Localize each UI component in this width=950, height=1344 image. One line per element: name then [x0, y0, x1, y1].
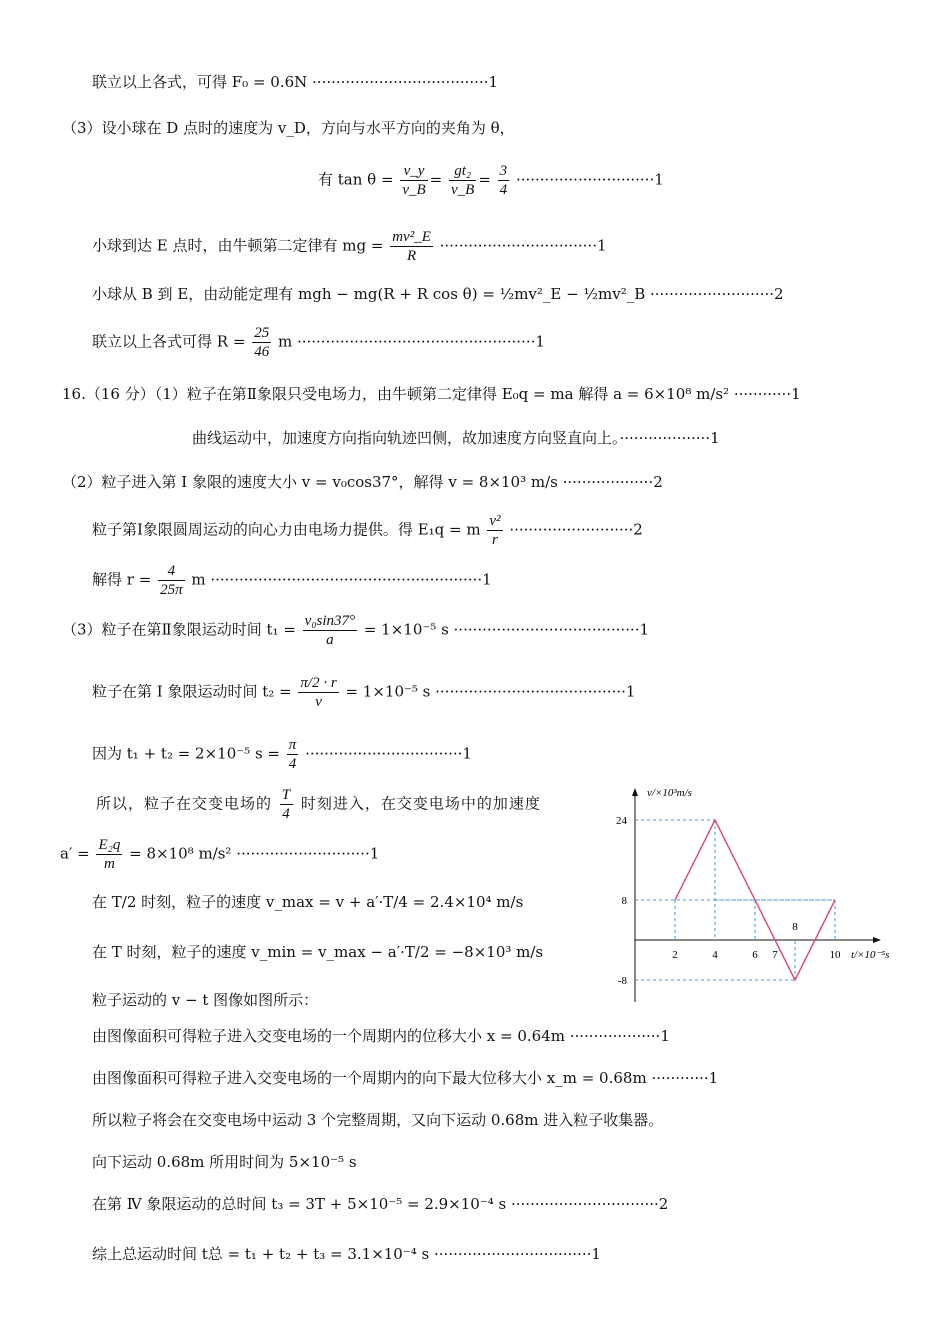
y-tick-1: 8	[621, 895, 627, 907]
line-16: a′ = $\frac{\text{E₂q}}{m}$ = 8×10⁸ m/s² ····························1	[60, 837, 380, 872]
line-10: 粒子第Ⅰ象限圆周运动的向心力由电场力提供。得 E₁q = m $\frac{\text{v²}}{r}$ ··························2	[92, 513, 643, 548]
line-15: 所以，粒子在交变电场的 $\frac{T}{4}$ 时刻进入，在交变电场中的加速度	[96, 787, 541, 822]
line-9: （2）粒子进入第 I 象限的速度大小 v = v₀cos37°，解得 v = 8×10³ m/s ···················2	[62, 473, 663, 491]
line-7: 16.（16 分）（1）粒子在第Ⅱ象限只受电场力，由牛顿第二定律得 E₀q = ma 解得 a = 6×10⁸ m/s² ············1	[62, 385, 801, 403]
x-tick-5: 10	[829, 949, 841, 961]
x-tick-2: 6	[752, 949, 758, 961]
line-18: 在 T 时刻，粒子的速度 v_min = v_max − a′·T/2 = −8×10³ m/s	[92, 943, 544, 961]
line-17: 在 T/2 时刻，粒子的速度 v_max = v + a′·T/4 = 2.4×10⁴ m/s	[92, 893, 524, 911]
line-2: （3）设小球在 D 点时的速度为 v_D，方向与水平方向的夹角为 θ，	[62, 119, 515, 137]
vt-chart	[600, 780, 920, 1010]
y-axis-arrow	[632, 788, 638, 796]
x-tick-3: 7	[772, 949, 778, 961]
line-25: 综上总运动时间 t总 = t₁ + t₂ + t₃ = 3.1×10⁻⁴ s ·································1	[92, 1245, 601, 1263]
line-21: 由图像面积可得粒子进入交变电场的一个周期内的向下最大位移大小 x_m = 0.68m ············1	[92, 1069, 719, 1087]
line-11: 解得 r = $\frac{4}{25\pi}$ m ·························································1	[92, 563, 492, 598]
line-3: 有 tan θ = $\frac{v\_y}{v\_B}$ = $\frac{\text{gt₂}}{v\_B}$ = $\frac{3}{4}$ ·····························1	[318, 163, 664, 198]
line-6: 联立以上各式可得 R = $\frac{25}{46}$ m ··················································1	[92, 325, 545, 360]
line-8: 曲线运动中，加速度方向指向轨迹凹侧，故加速度方向竖直向上。···················1	[192, 429, 720, 447]
y-tick-2: -8	[617, 975, 627, 987]
x-tick-1: 4	[712, 949, 718, 961]
x-axis-label: t/×10⁻⁵s	[851, 949, 890, 961]
line-4: 小球到达 E 点时，由牛顿第二定律有 mg = $\frac{\text{mv²\_E}}{R}$ ·································1	[92, 229, 607, 264]
line-23: 向下运动 0.68m 所用时间为 5×10⁻⁵ s	[92, 1153, 357, 1171]
line-19: 粒子运动的 v − t 图像如图所示：	[92, 991, 319, 1009]
line-13: 粒子在第 I 象限运动时间 t₂ = $\frac{\pi/2 \cdot r}{v}$ = 1×10⁻⁵ s ········································1	[92, 675, 636, 710]
line-14: 因为 t₁ + t₂ = 2×10⁻⁵ s = $\frac{\pi}{4}$ ·································1	[92, 737, 472, 772]
line-5: 小球从 B 到 E，由动能定理有 mgh − mg(R + R cos θ) = ½mv²_E − ½mv²_B ··························2	[92, 285, 784, 303]
line-20: 由图像面积可得粒子进入交变电场的一个周期内的位移大小 x = 0.64m ···················1	[92, 1027, 670, 1045]
y-tick-0: 24	[616, 815, 627, 827]
line-22: 所以粒子将会在交变电场中运动 3 个完整周期，又向下运动 0.68m 进入粒子收集器。	[92, 1111, 664, 1129]
x-axis-arrow	[873, 937, 881, 943]
y-axis-label: v/×10³m/s	[647, 787, 692, 799]
line-24: 在第 Ⅳ 象限运动的总时间 t₃ = 3T + 5×10⁻⁵ = 2.9×10⁻⁴ s ·······························2	[92, 1195, 669, 1213]
line-1: 联立以上各式，可得 F₀ = 0.6N ·····································1	[92, 73, 499, 91]
x-tick-0: 2	[672, 949, 678, 961]
line-12: （3）粒子在第Ⅱ象限运动时间 t₁ = $\frac{\text{v₀sin37°}}{a}$ = 1×10⁻⁵ s ·······································1	[62, 613, 650, 648]
x-tick-4: 8	[792, 921, 798, 933]
